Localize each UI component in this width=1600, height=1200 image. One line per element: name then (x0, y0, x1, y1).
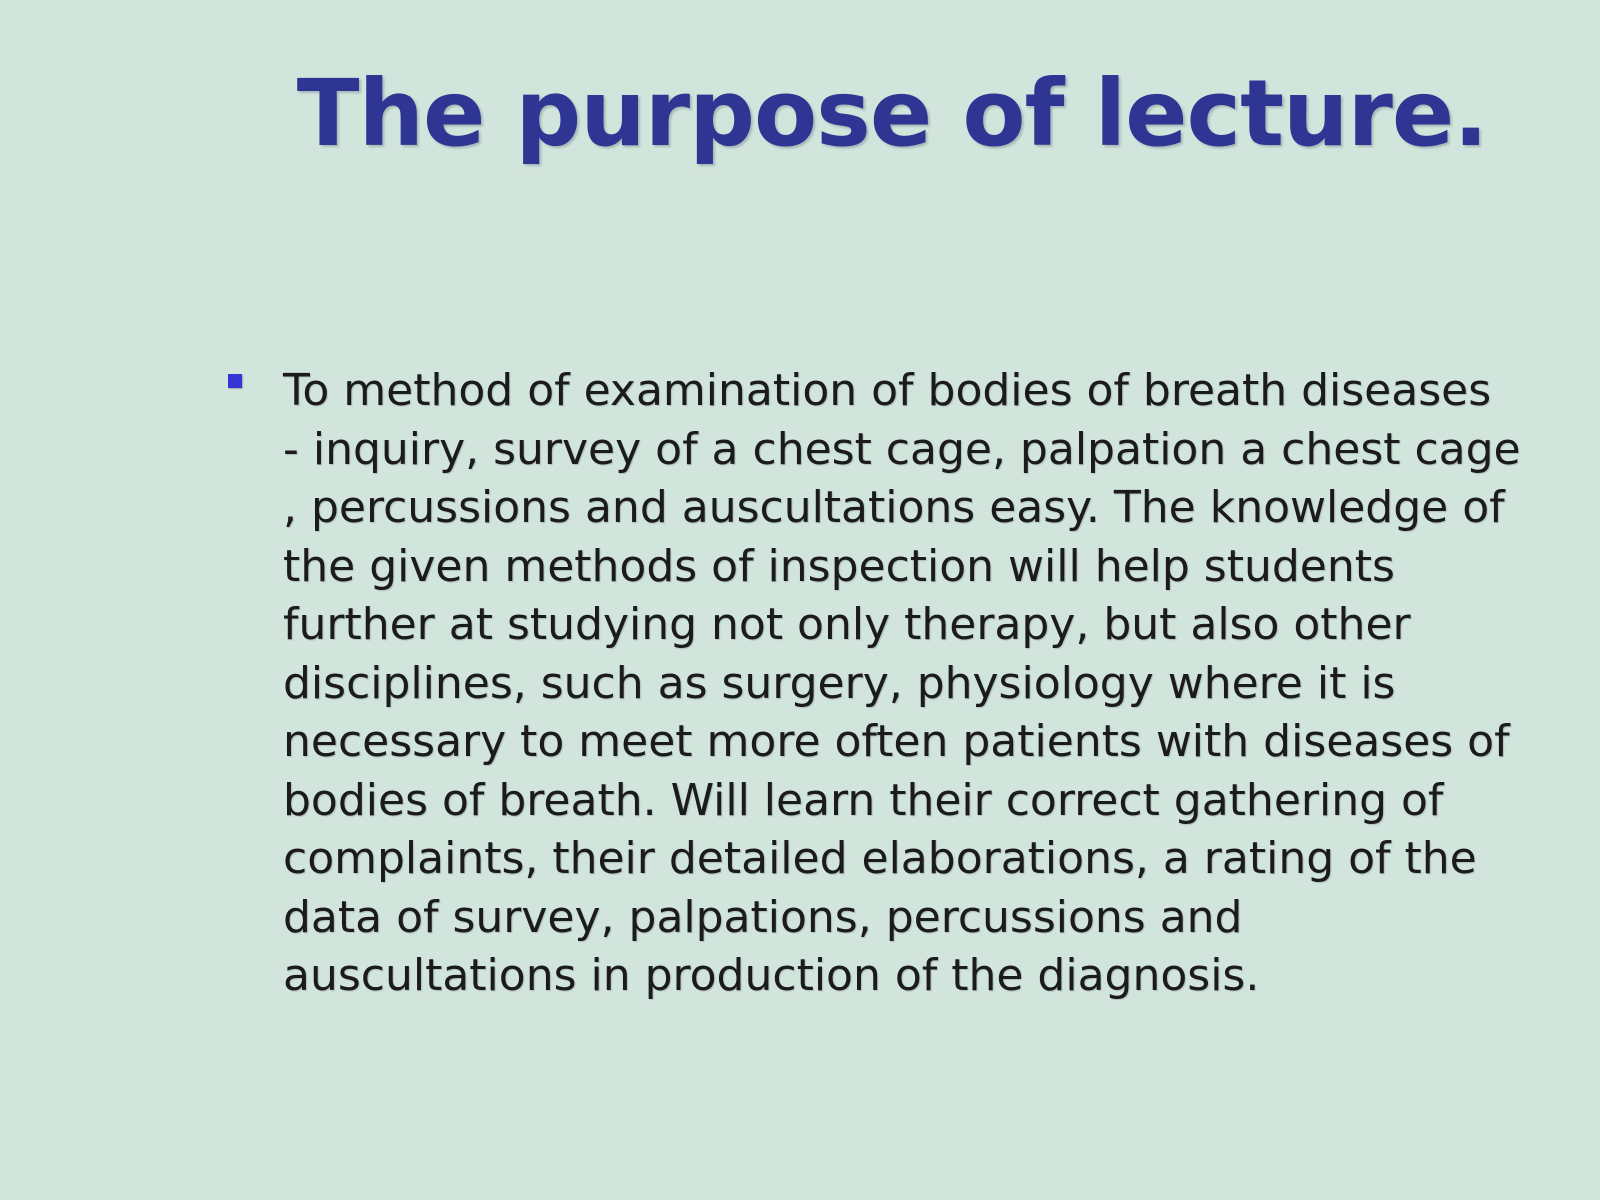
bullet-item (220, 362, 1560, 1006)
bullet-text-line: necessary to meet more often patients with diseases of (283, 716, 1510, 767)
bullet-text-line: auscultations in production of the diagnosis. (283, 950, 1260, 1001)
bullet-list (220, 362, 1560, 1006)
slide-title: The purpose of lecture. (296, 60, 1488, 167)
bullet-text-line: the given methods of inspection will help students (283, 540, 1395, 592)
bullet-text-line: bodies of breath. Will learn their correct gathering of (283, 774, 1444, 826)
bullet-text-line: further at studying not only therapy, but also other (283, 599, 1411, 650)
bullet-text-line: - inquiry, survey of a chest cage, palpation a chest cage (283, 423, 1521, 475)
bullet-text (283, 362, 1560, 1006)
bullet-text-line: disciplines, such as surgery, physiology where it is (283, 657, 1396, 709)
bullet-text-line: data of survey, palpations, percussions and (283, 891, 1243, 943)
bullet-text-line: To method of examination of bodies of breath diseases (283, 365, 1492, 416)
bullet-text-line: , percussions and auscultations easy. The knowledge of (283, 482, 1505, 533)
square-bullet-icon (228, 374, 242, 388)
bullet-text-line: complaints, their detailed elaborations, a rating of the (283, 833, 1477, 884)
